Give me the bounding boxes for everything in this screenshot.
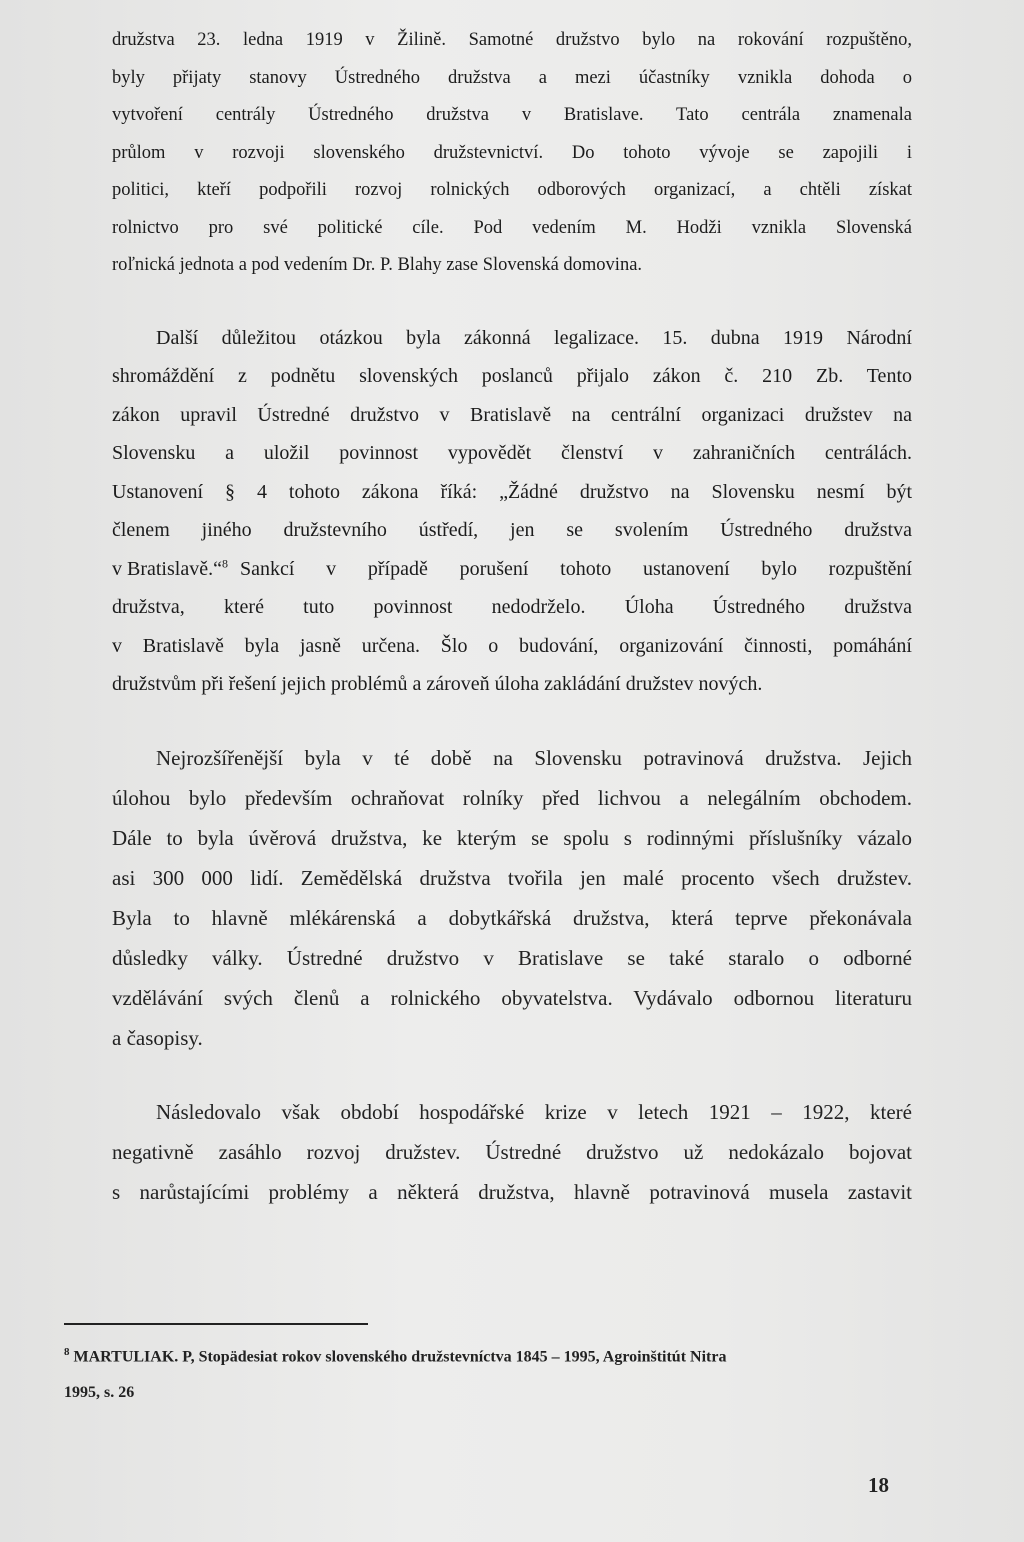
text-line <box>112 550 912 589</box>
text-line: rolnictvo pro své politické cíle. Pod vedením M. Hodži vznikla Slovenská <box>112 217 912 238</box>
text-line: roľnická jednota a pod vedením Dr. P. Blahy zase Slovenská domovina. <box>112 255 643 275</box>
quote-end: v Bratislavě.“ <box>112 557 222 580</box>
footnote-line <box>64 1334 894 1375</box>
text-line: družstvům při řešení jejich problémů a zároveň úloha zakládání družstev nových. <box>112 673 763 695</box>
body-text <box>112 22 912 1246</box>
text-segment <box>112 550 228 589</box>
text-line: asi 300 000 lidí. Zemědělská družstva tvořila jen malé procento všech družstev. <box>112 865 912 890</box>
text-line: zákon upravil Ústredné družstvo v Bratislavě na centrální organizaci družstev na <box>112 403 912 426</box>
footnote-marker: 8 <box>64 1346 70 1358</box>
text-line: byly přijaty stanovy Ústredného družstva a mezi účastníky vznikla dohoda o <box>112 67 912 88</box>
text-line: důsledky války. Ústredné družstvo v Bratislave se také staralo o odborné <box>112 945 912 970</box>
text-line: členem jiného družstevního ústředí, jen se svolením Ústredného družstva <box>112 519 912 541</box>
footnote-reference: 8 <box>221 555 228 570</box>
text-line: Byla to hlavně mlékárenská a dobytkářská družstva, která teprve překonávala <box>112 905 912 930</box>
text-segment: Sankcí v případě porušení tohoto ustanovení bylo rozpuštění <box>239 557 912 580</box>
text-line: vzdělávání svých členů a rolnického obyvatelstva. Vydávalo odbornou literaturu <box>112 985 912 1010</box>
text-line: úlohou bylo především ochraňovat rolníky před lichvou a nelegálním obchodem. <box>112 785 912 810</box>
text-line: politici, kteří podpořili rozvoj rolnických odborových organizací, a chtěli získat <box>112 180 912 200</box>
text-line: Další důležitou otázkou byla zákonná legalizace. 15. dubna 1919 Národní <box>156 326 912 349</box>
text-line: Nejrozšířenější byla v té době na Slovensku potravinová družstva. Jejich <box>156 745 912 770</box>
paragraph-2 <box>112 319 912 704</box>
paragraph-3 <box>112 738 912 1058</box>
text-line: shromáždění z podnětu slovenských poslanců přijalo zákon č. 210 Zb. Tento <box>112 365 912 387</box>
text-line: Následovalo však období hospodářské krize v letech 1921 – 1922, které <box>156 1099 912 1124</box>
footnote-line: 1995, s. 26 <box>64 1384 135 1402</box>
text-line: a časopisy. <box>112 1025 203 1050</box>
text-line: Slovensku a uložil povinnost vypovědět členství v zahraničních centrálách. <box>112 442 912 464</box>
text-line: Ustanovení § 4 tohoto zákona říká: „Žádné družstvo na Slovensku nesmí být <box>112 480 912 503</box>
text-line: družstva, které tuto povinnost nedodrželo. Úloha Ústredného družstva <box>112 596 912 618</box>
footnote-separator <box>64 1323 368 1325</box>
text-line: družstva 23. ledna 1919 v Žilině. Samotné družstvo bylo na rokování rozpuštěno, <box>112 30 912 50</box>
paragraph-4 <box>112 1092 912 1212</box>
footnote <box>64 1334 894 1411</box>
paragraph-1 <box>112 22 912 285</box>
text-line: průlom v rozvoji slovenského družstevnictví. Do tohoto vývoje se zapojili i <box>112 142 912 163</box>
text-line: s narůstajícími problémy a některá družstva, hlavně potravinová musela zastavit <box>112 1179 912 1204</box>
page-number: 18 <box>868 1473 889 1497</box>
footnote-text: MARTULIAK. P, Stopädesiat rokov slovenského družstevníctva 1845 – 1995, Agroinštitút Nitra <box>73 1348 727 1366</box>
text-line: vytvoření centrály Ústredného družstva v Bratislave. Tato centrála znamenala <box>112 105 912 125</box>
text-line: Dále to byla úvěrová družstva, ke kterým se spolu s rodinnými příslušníky vázalo <box>112 825 912 850</box>
text-line: v Bratislavě byla jasně určena. Šlo o budování, organizování činnosti, pomáhání <box>112 634 912 657</box>
text-line: negativně zasáhlo rozvoj družstev. Ústredné družstvo už nedokázalo bojovat <box>112 1139 912 1164</box>
